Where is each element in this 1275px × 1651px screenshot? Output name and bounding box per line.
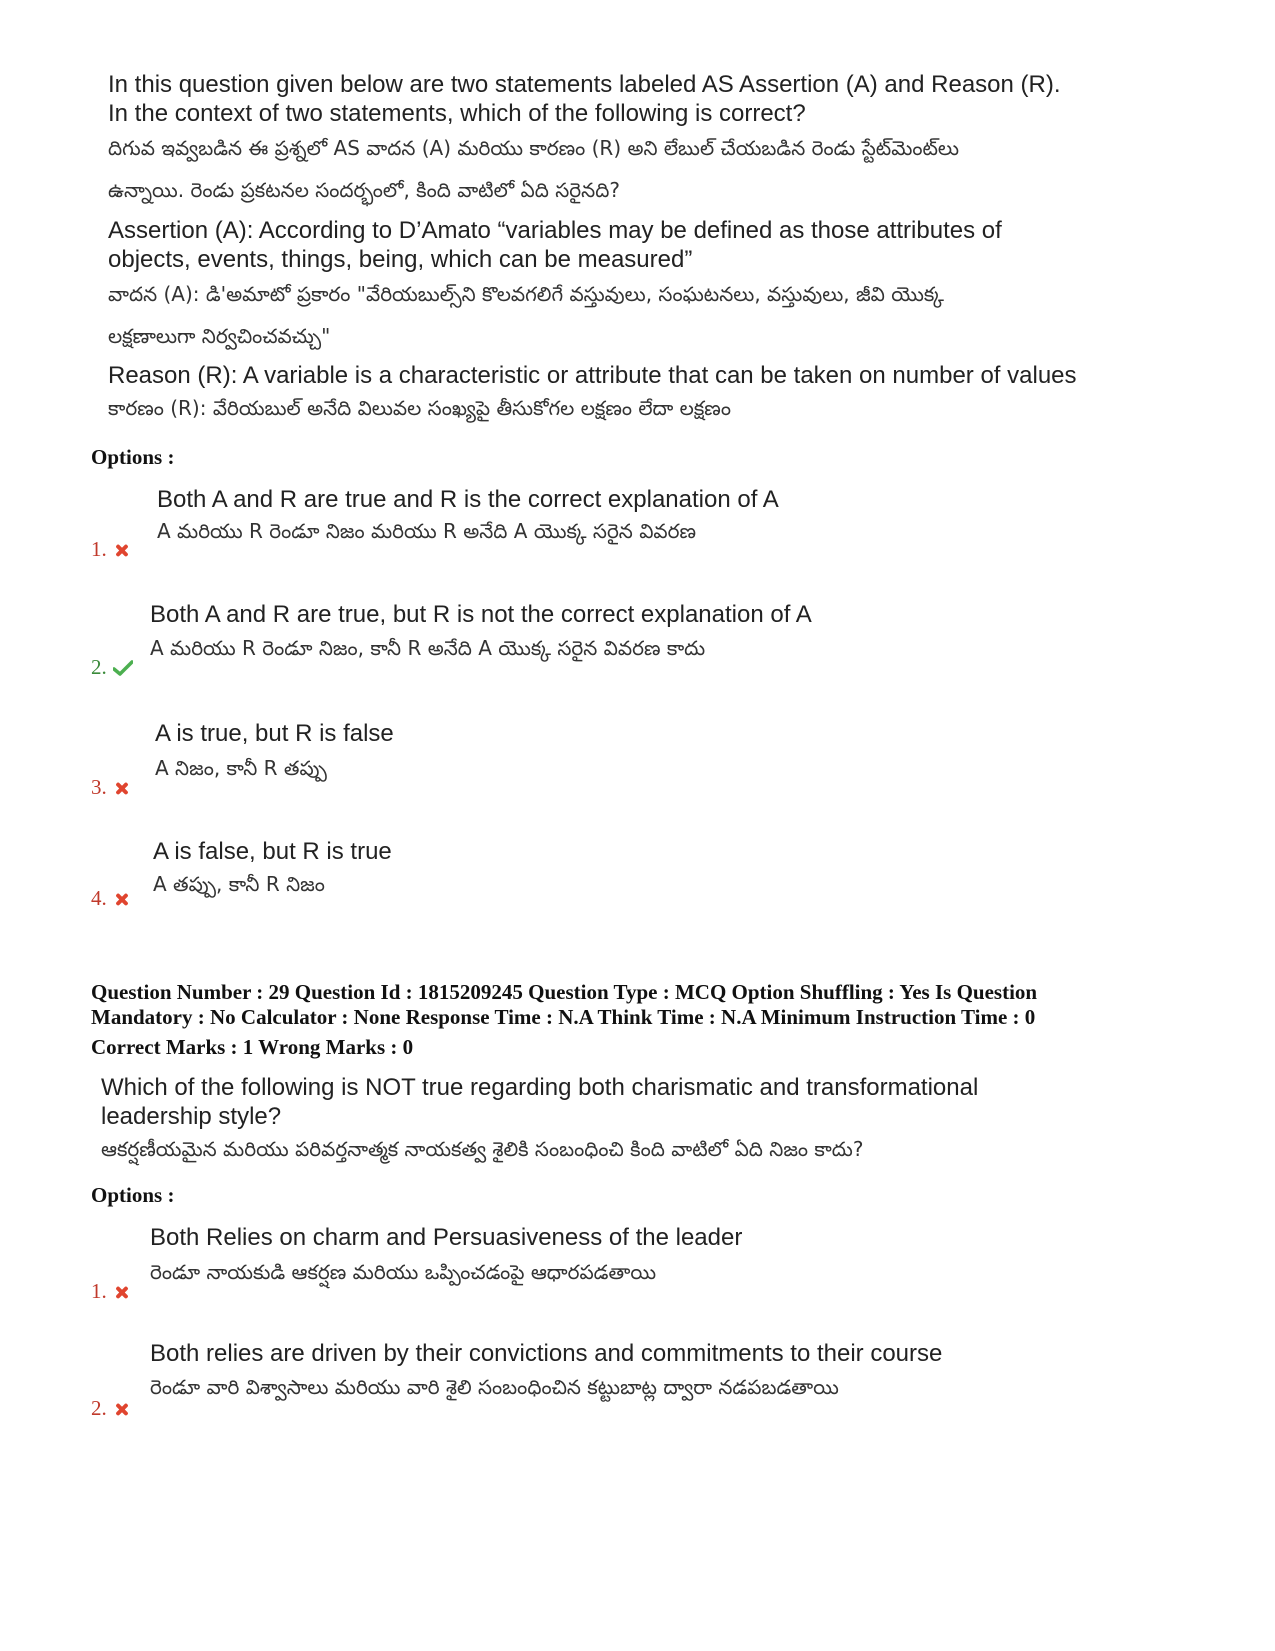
option-text-en: Both A and R are true, but R is not the correct explanation of A — [150, 601, 812, 628]
q29-marks: Correct Marks : 1 Wrong Marks : 0 — [91, 1035, 414, 1059]
q29-meta-line1: Question Number : 29 Question Id : 1815209245 Question Type : MCQ Option Shuffling : Yes Is Question — [91, 980, 1038, 1004]
q28-assertion-en-line2: objects, events, things, being, which can be measured” — [108, 246, 693, 273]
cross-icon — [115, 893, 128, 906]
option-number — [91, 1279, 128, 1304]
option-number-label: 4. — [91, 886, 107, 910]
q28-stem-en-line2: In the context of two statements, which of the following is correct? — [108, 100, 806, 127]
option-number — [91, 886, 128, 911]
cross-icon — [115, 544, 128, 557]
option-number — [91, 537, 128, 562]
option-number — [91, 655, 133, 680]
check-icon — [113, 660, 133, 676]
option-number — [91, 775, 128, 800]
option-text-te: A నిజం, కానీ R తప్పు — [155, 756, 327, 780]
q28-assertion-te-line2: లక్షణాలుగా నిర్వచించవచ్చు" — [108, 324, 331, 348]
q29-stem-en-line2: leadership style? — [101, 1103, 282, 1130]
option-number-label: 2. — [91, 655, 107, 679]
cross-icon — [115, 782, 128, 795]
option-number — [91, 1396, 128, 1421]
option-number-label: 1. — [91, 537, 107, 561]
option-text-en: A is false, but R is true — [153, 838, 392, 865]
cross-icon — [115, 1403, 128, 1416]
q28-stem-te-line2: ఉన్నాయి. రెండు ప్రకటనల సందర్భంలో, కింది వాటిలో ఏది సరైనది? — [108, 178, 620, 202]
option-text-en: Both Relies on charm and Persuasiveness of the leader — [150, 1224, 743, 1251]
option-text-te: A మరియు R రెండూ నిజం మరియు R అనేది A యొక్క సరైన వివరణ — [157, 519, 697, 543]
option-text-te: A మరియు R రెండూ నిజం, కానీ R అనేది A యొక్క సరైన వివరణ కాదు — [150, 636, 706, 660]
q29-options-heading: Options : — [91, 1183, 175, 1207]
q28-options-heading: Options : — [91, 445, 175, 469]
q28-assertion-en-line1: Assertion (A): According to D’Amato “variables may be defined as those attributes of — [108, 217, 1002, 244]
q28-assertion-te-line1: వాదన (A): డి'అమాటో ప్రకారం "వేరియబుల్స్‌ని కొలవగలిగే వస్తువులు, సంఘటనలు, వస్తువులు, జీవి యొక్క — [108, 282, 944, 306]
option-text-en: Both relies are driven by their convictions and commitments to their course — [150, 1340, 943, 1367]
q28-reason-en: Reason (R): A variable is a characteristic or attribute that can be taken on number of values — [108, 362, 1077, 389]
option-number-label: 3. — [91, 775, 107, 799]
q28-reason-te: కారణం (R): వేరియబుల్ అనేది విలువల సంఖ్యపై తీసుకోగల లక్షణం లేదా లక్షణం — [108, 396, 731, 420]
option-text-en: A is true, but R is false — [155, 720, 394, 747]
q28-stem-te-line1: దిగువ ఇవ్వబడిన ఈ ప్రశ్నలో AS వాదన (A) మరియు కారణం (R) అని లేబుల్ చేయబడిన రెండు స్టేట్‌మెంట్‌లు — [108, 136, 960, 160]
option-number-label: 1. — [91, 1279, 107, 1303]
q29-meta-line2: Mandatory : No Calculator : None Response Time : N.A Think Time : N.A Minimum Instruction Time : 0 — [91, 1005, 1036, 1029]
q28-stem-en-line1: In this question given below are two statements labeled AS Assertion (A) and Reason (R). — [108, 71, 1061, 98]
option-text-te: రెండూ నాయకుడి ఆకర్షణ మరియు ఒప్పించడంపై ఆధారపడతాయి — [150, 1260, 657, 1284]
option-number-label: 2. — [91, 1396, 107, 1420]
option-text-en: Both A and R are true and R is the correct explanation of A — [157, 486, 779, 513]
option-text-te: రెండూ వారి విశ్వాసాలు మరియు వారి శైలి సంబంధించిన కట్టుబాట్ల ద్వారా నడపబడతాయి — [150, 1375, 839, 1399]
q29-stem-en-line1: Which of the following is NOT true regarding both charismatic and transformational — [101, 1074, 979, 1101]
option-text-te: A తప్పు, కానీ R నిజం — [153, 872, 325, 896]
cross-icon — [115, 1286, 128, 1299]
q29-stem-te: ఆకర్షణీయమైన మరియు పరివర్తనాత్మక నాయకత్వ శైలికి సంబంధించి కింది వాటిలో ఏది నిజం కాదు? — [101, 1137, 864, 1161]
